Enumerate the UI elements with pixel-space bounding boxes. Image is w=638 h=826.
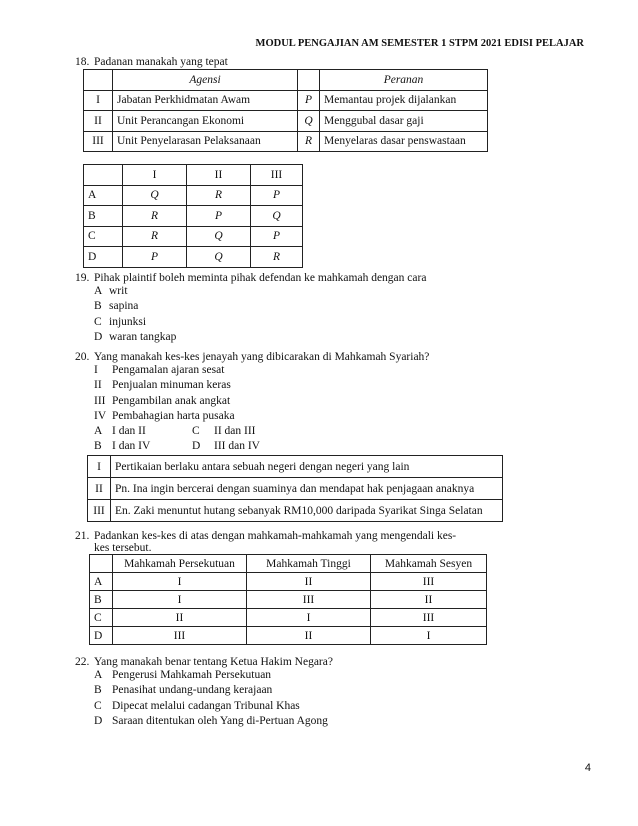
statement-ii: II Penjualan minuman keras xyxy=(94,379,231,392)
question-19 xyxy=(75,272,598,345)
question-number: 20. xyxy=(75,351,90,363)
option-d: D waran tangkap xyxy=(94,330,177,343)
question-text: Pihak plaintif boleh meminta pihak defendan ke mahkamah dengan cara xyxy=(94,272,427,284)
option-c: C Dipecat melalui cadangan Tribunal Khas xyxy=(94,699,300,712)
table-row: I Pertikaian berlaku antara sebuah negeri dengan negeri yang lain xyxy=(88,456,503,478)
table-row: III Unit Penyelarasan Pelaksanaan R Menyelaras dasar penswastaan xyxy=(84,131,488,152)
option-b: B sapina xyxy=(94,300,139,313)
cases-table xyxy=(87,455,503,522)
question-text: Yang manakah benar tentang Ketua Hakim Negara? xyxy=(94,656,333,668)
table-row: C II I III xyxy=(90,609,487,627)
answer-table: I II III A Q R P B R P Q C R Q P D P Q R xyxy=(83,164,303,268)
table-row: II Unit Perancangan Ekonomi Q Menggubal dasar gaji xyxy=(84,111,488,132)
question-20 xyxy=(75,351,598,455)
statement-i: I Pengamalan ajaran sesat xyxy=(94,364,225,376)
table-row: B R P Q xyxy=(84,206,303,227)
table-row: II Pn. Ina ingin bercerai dengan suaminya dan mendapat hak penjagaan anaknya xyxy=(88,478,503,500)
table-row: B I III II xyxy=(90,591,487,609)
answer-row: A I dan II C II dan III xyxy=(94,425,256,438)
question-text-cont: kes tersebut. xyxy=(94,542,152,554)
option-c: C injunksi xyxy=(94,315,147,328)
table-header-peranan: Peranan xyxy=(320,70,488,91)
table-row: III En. Zaki menuntut hutang sebanyak RM10,000 daripada Syarikat Singa Selatan xyxy=(88,500,503,522)
agency-role-table xyxy=(83,69,488,152)
table-row: C R Q P xyxy=(84,226,303,247)
option-a: A writ xyxy=(94,285,128,297)
page-number: 4 xyxy=(584,762,591,774)
statement-iii: III Pengambilan anak angkat xyxy=(94,394,231,407)
question-number: 19. xyxy=(75,272,90,284)
question-number: 22. xyxy=(75,656,90,668)
question-text: Padanan manakah yang tepat xyxy=(94,56,228,68)
question-21 xyxy=(75,530,598,645)
table-row: I Jabatan Perkhidmatan Awam P Memantau projek dijalankan xyxy=(84,90,488,111)
table-row: A Q R P xyxy=(84,185,303,206)
question-18 xyxy=(75,56,598,268)
answer-row: B I dan IV D III dan IV xyxy=(94,440,260,453)
court-table: Mahkamah Persekutuan Mahkamah Tinggi Mahkamah Sesyen A I II III B I III II C II I III D III II I xyxy=(89,554,487,645)
table-row: D III II I xyxy=(90,627,487,645)
question-number: 21. xyxy=(75,530,90,542)
option-d: D Saraan ditentukan oleh Yang di-Pertuan Agong xyxy=(94,714,328,727)
option-b: B Penasihat undang-undang kerajaan xyxy=(94,684,273,697)
question-text: Yang manakah kes-kes jenayah yang dibicarakan di Mahkamah Syariah? xyxy=(94,351,430,363)
page-header: MODUL PENGAJIAN AM SEMESTER 1 STPM 2021 EDISI PELAJAR xyxy=(255,38,584,49)
question-22 xyxy=(75,656,598,729)
question-text: Padankan kes-kes di atas dengan mahkamah-mahkamah yang mengendali kes- xyxy=(94,530,457,542)
question-number: 18. xyxy=(75,56,90,68)
option-a: A Pengerusi Mahkamah Persekutuan xyxy=(94,669,272,681)
statement-iv: IV Pembahagian harta pusaka xyxy=(94,409,235,422)
table-header-agensi: Agensi xyxy=(113,70,298,91)
table-row: A I II III xyxy=(90,573,487,591)
table-row: D P Q R xyxy=(84,247,303,268)
